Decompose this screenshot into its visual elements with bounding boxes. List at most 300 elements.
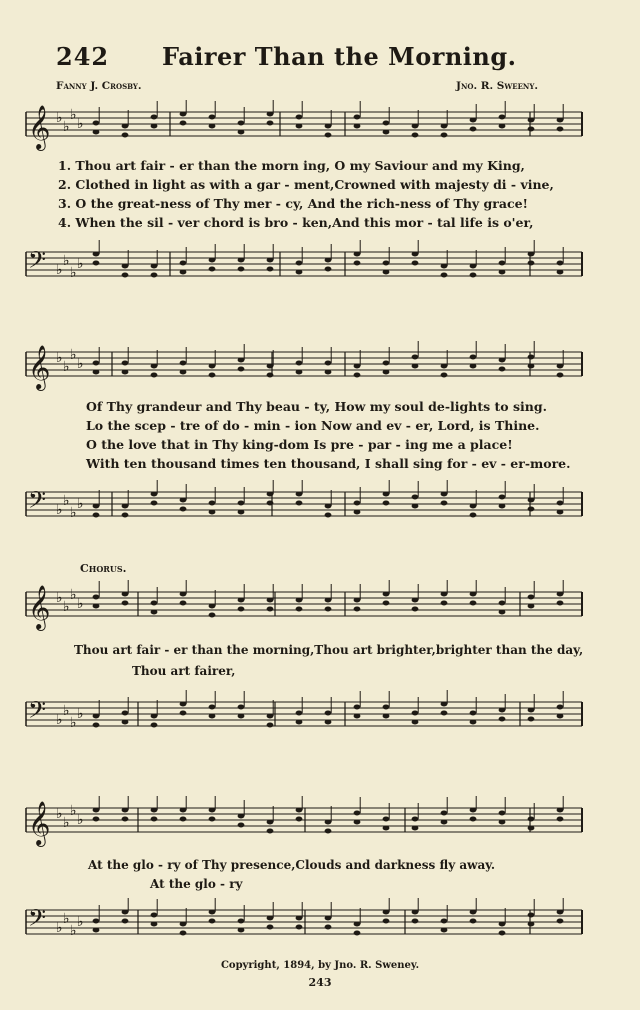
note-head <box>557 127 564 132</box>
chorus-line-1-alt: Thou art fairer, <box>132 664 236 678</box>
note-head <box>151 922 158 927</box>
note-head <box>412 598 419 603</box>
note-head <box>267 829 274 834</box>
note-head <box>122 264 129 269</box>
system-4-treble-staff <box>0 796 640 856</box>
note-head <box>93 252 100 257</box>
note-head <box>180 121 187 126</box>
note-head <box>441 711 448 716</box>
note-head <box>267 607 274 612</box>
flat-icon: ♭ <box>70 107 77 123</box>
note-head <box>180 808 187 813</box>
note-head <box>238 258 245 263</box>
note-head <box>470 504 477 509</box>
flat-icon: ♭ <box>70 715 77 731</box>
note-head <box>238 130 245 135</box>
note-head <box>325 124 332 129</box>
note-head <box>296 270 303 275</box>
note-head <box>151 817 158 822</box>
flat-icon: ♭ <box>77 356 84 372</box>
note-head <box>383 592 390 597</box>
note-head <box>383 130 390 135</box>
note-head <box>354 714 361 719</box>
note-head <box>296 501 303 506</box>
note-head <box>354 510 361 515</box>
flat-icon: ♭ <box>70 803 77 819</box>
note-head <box>470 118 477 123</box>
note-head <box>325 720 332 725</box>
note-head <box>557 510 564 515</box>
note-head <box>122 919 129 924</box>
chorus-line-2-alt: At the glo - ry <box>150 877 243 891</box>
system-4-bass-staff <box>0 898 640 958</box>
note-head <box>122 504 129 509</box>
note-head <box>383 826 390 831</box>
note-head <box>238 267 245 272</box>
note-head <box>528 261 535 266</box>
note-head <box>528 717 535 722</box>
note-head <box>470 601 477 606</box>
flat-icon: ♭ <box>77 706 84 722</box>
system-3-treble-staff <box>0 580 640 640</box>
note-head <box>180 601 187 606</box>
note-head <box>499 261 506 266</box>
note-head <box>151 492 158 497</box>
note-head <box>209 604 216 609</box>
note-head <box>499 115 506 120</box>
note-head <box>180 112 187 117</box>
note-head <box>93 121 100 126</box>
note-head <box>499 358 506 363</box>
note-head <box>209 714 216 719</box>
note-head <box>557 714 564 719</box>
note-head <box>296 492 303 497</box>
note-head <box>180 931 187 936</box>
note-head <box>122 592 129 597</box>
note-head <box>180 370 187 375</box>
note-head <box>470 355 477 360</box>
flat-icon: ♭ <box>63 599 70 615</box>
note-head <box>354 705 361 710</box>
note-head <box>93 928 100 933</box>
note-head <box>296 115 303 120</box>
flat-icon: ♭ <box>63 253 70 269</box>
note-head <box>296 607 303 612</box>
note-head <box>441 811 448 816</box>
note-head <box>557 118 564 123</box>
note-head <box>151 610 158 615</box>
note-head <box>441 919 448 924</box>
note-head <box>267 598 274 603</box>
note-head <box>354 124 361 129</box>
note-head <box>528 922 535 927</box>
note-head <box>354 364 361 369</box>
note-head <box>499 820 506 825</box>
note-head <box>470 910 477 915</box>
note-head <box>499 367 506 372</box>
note-head <box>93 513 100 518</box>
note-head <box>383 370 390 375</box>
note-head <box>441 820 448 825</box>
note-head <box>354 811 361 816</box>
system-2-verse-3: O the love that in Thy king-dom Is pre - par - ing me a place! <box>86 437 513 452</box>
note-head <box>238 121 245 126</box>
note-head <box>383 270 390 275</box>
note-head <box>209 705 216 710</box>
note-head <box>557 705 564 710</box>
note-head <box>122 124 129 129</box>
note-head <box>180 711 187 716</box>
note-head <box>238 714 245 719</box>
note-head <box>499 601 506 606</box>
note-head <box>180 261 187 266</box>
note-head <box>354 598 361 603</box>
note-head <box>470 364 477 369</box>
note-head <box>528 364 535 369</box>
note-head <box>470 720 477 725</box>
note-head <box>557 364 564 369</box>
note-head <box>441 592 448 597</box>
note-head <box>267 723 274 728</box>
note-head <box>383 501 390 506</box>
note-head <box>412 252 419 257</box>
note-head <box>528 118 535 123</box>
flat-icon: ♭ <box>56 806 63 822</box>
note-head <box>499 610 506 615</box>
system-3-bass-staff <box>0 690 640 750</box>
note-head <box>383 121 390 126</box>
note-head <box>412 910 419 915</box>
note-head <box>267 373 274 378</box>
note-head <box>441 373 448 378</box>
note-head <box>354 607 361 612</box>
system-1-treble-staff <box>0 100 640 160</box>
note-head <box>325 820 332 825</box>
system-1-bass-staff <box>0 240 640 300</box>
note-head <box>441 601 448 606</box>
note-head <box>441 364 448 369</box>
note-head <box>470 592 477 597</box>
note-head <box>93 808 100 813</box>
note-head <box>93 817 100 822</box>
note-head <box>499 922 506 927</box>
note-head <box>557 910 564 915</box>
flat-icon: ♭ <box>56 350 63 366</box>
note-head <box>296 261 303 266</box>
note-head <box>557 270 564 275</box>
note-head <box>412 826 419 831</box>
system-2-verse-4: With ten thousand times ten thousand, I shall sing for - ev - er-more. <box>86 456 571 471</box>
note-head <box>296 711 303 716</box>
note-head <box>122 808 129 813</box>
note-head <box>209 817 216 822</box>
note-head <box>267 121 274 126</box>
note-head <box>209 910 216 915</box>
note-head <box>499 495 506 500</box>
note-head <box>122 361 129 366</box>
copyright-notice: Copyright, 1894, by Jno. R. Sweney. <box>220 960 420 971</box>
flat-icon: ♭ <box>70 505 77 521</box>
note-head <box>296 370 303 375</box>
note-head <box>412 919 419 924</box>
note-head <box>151 913 158 918</box>
note-head <box>528 708 535 713</box>
note-head <box>151 501 158 506</box>
hymn-title: Fairer Than the Morning. <box>162 42 517 71</box>
treble-clef-icon: 𝄞 <box>28 801 51 845</box>
bass-clef-icon: 𝄢 <box>28 696 47 729</box>
note-head <box>122 711 129 716</box>
note-head <box>412 607 419 612</box>
note-head <box>151 273 158 278</box>
note-head <box>412 720 419 725</box>
note-head <box>383 714 390 719</box>
note-head <box>528 498 535 503</box>
note-head <box>470 273 477 278</box>
note-head <box>441 702 448 707</box>
note-head <box>151 723 158 728</box>
note-head <box>354 820 361 825</box>
note-head <box>325 267 332 272</box>
note-head <box>412 495 419 500</box>
note-head <box>122 133 129 138</box>
note-head <box>470 817 477 822</box>
note-head <box>557 919 564 924</box>
hymn-composer: Jno. R. Sweeny. <box>456 80 538 92</box>
note-head <box>180 361 187 366</box>
note-head <box>209 124 216 129</box>
note-head <box>470 127 477 132</box>
note-head <box>354 501 361 506</box>
note-head <box>412 355 419 360</box>
note-head <box>209 919 216 924</box>
note-head <box>528 507 535 512</box>
note-head <box>528 817 535 822</box>
note-head <box>296 720 303 725</box>
note-head <box>383 361 390 366</box>
note-head <box>557 601 564 606</box>
note-head <box>296 916 303 921</box>
note-head <box>441 273 448 278</box>
note-head <box>354 261 361 266</box>
flat-icon: ♭ <box>56 590 63 606</box>
hymn-number: 242 <box>56 42 110 71</box>
note-head <box>122 513 129 518</box>
note-head <box>238 358 245 363</box>
note-head <box>412 504 419 509</box>
chorus-label: Chorus. <box>80 562 127 575</box>
note-head <box>267 267 274 272</box>
note-head <box>180 592 187 597</box>
note-head <box>238 823 245 828</box>
note-head <box>238 919 245 924</box>
note-head <box>528 252 535 257</box>
note-head <box>93 919 100 924</box>
note-head <box>325 370 332 375</box>
flat-icon: ♭ <box>56 110 63 126</box>
note-head <box>325 513 332 518</box>
note-head <box>267 820 274 825</box>
note-head <box>209 115 216 120</box>
flat-icon: ♭ <box>63 359 70 375</box>
note-head <box>238 367 245 372</box>
chorus-line-2: At the glo - ry of Thy presence,Clouds and darkness fly away. <box>88 858 496 872</box>
note-head <box>470 711 477 716</box>
note-head <box>296 361 303 366</box>
note-head <box>499 811 506 816</box>
system-1-verse-2: 2. Clothed in light as with a gar - ment,Crowned with majesty di - vine, <box>58 177 554 192</box>
note-head <box>238 598 245 603</box>
flat-icon: ♭ <box>56 712 63 728</box>
note-head <box>267 258 274 263</box>
note-head <box>412 364 419 369</box>
note-head <box>93 504 100 509</box>
system-2-treble-staff <box>0 340 640 400</box>
note-head <box>470 264 477 269</box>
note-head <box>325 925 332 930</box>
flat-icon: ♭ <box>77 914 84 930</box>
note-head <box>499 124 506 129</box>
system-2-verse-2: Lo the scep - tre of do - min - ion Now and ev - er, Lord, is Thine. <box>86 418 540 433</box>
note-head <box>325 829 332 834</box>
note-head <box>528 595 535 600</box>
note-head <box>267 492 274 497</box>
note-head <box>325 598 332 603</box>
treble-clef-icon: 𝄞 <box>28 105 51 149</box>
note-head <box>122 601 129 606</box>
note-head <box>180 702 187 707</box>
note-head <box>209 258 216 263</box>
treble-clef-icon: 𝄞 <box>28 345 51 389</box>
system-2-verse-1: Of Thy grandeur and Thy beau - ty, How my soul de-lights to sing. <box>86 399 547 414</box>
note-head <box>528 826 535 831</box>
note-head <box>441 133 448 138</box>
note-head <box>122 273 129 278</box>
note-head <box>325 607 332 612</box>
note-head <box>441 928 448 933</box>
note-head <box>383 492 390 497</box>
bass-clef-icon: 𝄢 <box>28 486 47 519</box>
note-head <box>412 817 419 822</box>
note-head <box>238 705 245 710</box>
note-head <box>383 910 390 915</box>
bass-clef-icon: 𝄢 <box>28 904 47 937</box>
note-head <box>122 720 129 725</box>
note-head <box>238 510 245 515</box>
flat-icon: ♭ <box>77 256 84 272</box>
note-head <box>209 364 216 369</box>
note-head <box>441 264 448 269</box>
note-head <box>180 498 187 503</box>
note-head <box>470 513 477 518</box>
note-head <box>557 373 564 378</box>
note-head <box>383 261 390 266</box>
note-head <box>325 133 332 138</box>
note-head <box>180 270 187 275</box>
note-head <box>93 261 100 266</box>
note-head <box>499 708 506 713</box>
note-head <box>383 817 390 822</box>
note-head <box>209 613 216 618</box>
note-head <box>93 604 100 609</box>
note-head <box>267 925 274 930</box>
note-head <box>412 711 419 716</box>
flat-icon: ♭ <box>77 116 84 132</box>
flat-icon: ♭ <box>63 493 70 509</box>
note-head <box>209 267 216 272</box>
note-head <box>209 510 216 515</box>
flat-icon: ♭ <box>77 812 84 828</box>
note-head <box>354 373 361 378</box>
note-head <box>528 355 535 360</box>
note-head <box>296 925 303 930</box>
note-head <box>151 714 158 719</box>
note-head <box>180 507 187 512</box>
note-head <box>325 916 332 921</box>
chorus-line-1: Thou art fair - er than the morning,Thou art brighter,brighter than the day, <box>74 643 584 657</box>
flat-icon: ♭ <box>77 496 84 512</box>
flat-icon: ♭ <box>56 262 63 278</box>
note-head <box>151 264 158 269</box>
note-head <box>470 919 477 924</box>
note-head <box>93 714 100 719</box>
note-head <box>180 817 187 822</box>
note-head <box>209 373 216 378</box>
note-head <box>412 261 419 266</box>
note-head <box>93 130 100 135</box>
system-1-verse-1: 1. Thou art fair - er than the morn ing, O my Saviour and my King, <box>58 158 525 173</box>
note-head <box>180 922 187 927</box>
note-head <box>122 910 129 915</box>
note-head <box>325 258 332 263</box>
flat-icon: ♭ <box>56 920 63 936</box>
note-head <box>354 115 361 120</box>
note-head <box>383 705 390 710</box>
note-head <box>151 364 158 369</box>
note-head <box>441 124 448 129</box>
note-head <box>151 124 158 129</box>
note-head <box>354 252 361 257</box>
note-head <box>296 124 303 129</box>
note-head <box>325 711 332 716</box>
note-head <box>122 370 129 375</box>
note-head <box>528 127 535 132</box>
flat-icon: ♭ <box>63 119 70 135</box>
note-head <box>151 808 158 813</box>
flat-icon: ♭ <box>70 587 77 603</box>
note-head <box>441 501 448 506</box>
note-head <box>151 601 158 606</box>
note-head <box>296 817 303 822</box>
flat-icon: ♭ <box>70 923 77 939</box>
note-head <box>441 492 448 497</box>
note-head <box>499 504 506 509</box>
system-1-verse-3: 3. O the great-ness of Thy mer - cy, And the rich-ness of Thy grace! <box>58 196 529 211</box>
page-number: 243 <box>308 976 332 989</box>
flat-icon: ♭ <box>63 815 70 831</box>
note-head <box>383 919 390 924</box>
note-head <box>93 370 100 375</box>
note-head <box>557 808 564 813</box>
treble-clef-icon: 𝄞 <box>28 585 51 629</box>
note-head <box>412 133 419 138</box>
hymn-author: Fanny J. Crosby. <box>56 80 142 92</box>
note-head <box>557 501 564 506</box>
note-head <box>499 931 506 936</box>
note-head <box>209 808 216 813</box>
note-head <box>557 261 564 266</box>
note-head <box>151 115 158 120</box>
